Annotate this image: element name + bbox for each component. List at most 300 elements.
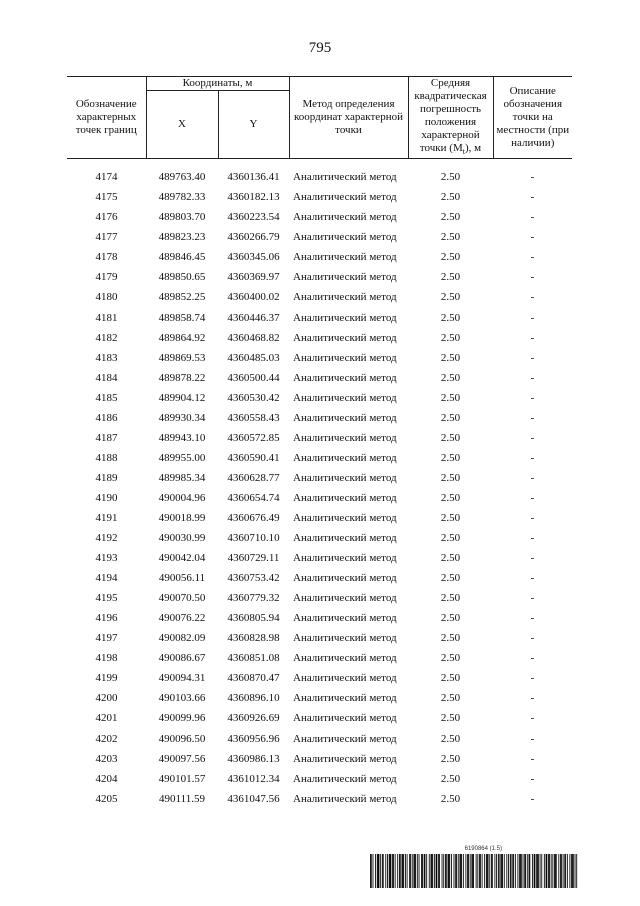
description-cell: - xyxy=(530,411,535,424)
method-cell: Аналитический метод xyxy=(293,672,397,685)
barcode-bar xyxy=(383,854,384,888)
x-coordinate-cell: 490103.66 xyxy=(158,692,206,705)
description-cell: - xyxy=(530,171,535,184)
barcode-bar xyxy=(425,854,426,888)
barcode-bar xyxy=(449,854,450,888)
description-cell: - xyxy=(530,732,535,745)
y-coordinate-cell: 4360851.08 xyxy=(227,652,280,665)
header-y: Y xyxy=(218,91,289,159)
x-coordinate-cell: 490101.57 xyxy=(158,772,206,785)
page-number: 795 xyxy=(308,40,332,56)
table-row xyxy=(67,287,572,307)
accuracy-cell: 2.50 xyxy=(440,552,461,565)
barcode-bar xyxy=(540,854,541,888)
description-cell: - xyxy=(530,471,535,484)
barcode-bar xyxy=(576,854,577,888)
method-cell: Аналитический метод xyxy=(293,251,397,264)
barcode-bar xyxy=(525,854,526,888)
point-id-cell: 4194 xyxy=(95,572,118,585)
table-row xyxy=(67,227,572,247)
header-point-designation: Обозначение характерных точек границ xyxy=(67,77,146,159)
y-coordinate-cell: 4360400.02 xyxy=(227,291,280,304)
barcode-bar xyxy=(498,854,499,888)
x-coordinate-cell: 490018.99 xyxy=(158,512,206,524)
barcode-bar xyxy=(426,854,427,888)
accuracy-cell: 2.50 xyxy=(440,491,461,504)
barcode xyxy=(370,846,578,892)
x-coordinate-cell: 489904.12 xyxy=(158,391,206,404)
table-body xyxy=(67,167,572,809)
barcode-bar xyxy=(424,854,425,888)
table-row xyxy=(67,729,572,749)
description-cell: - xyxy=(530,792,535,805)
accuracy-cell: 2.50 xyxy=(440,371,461,384)
point-id-cell: 4204 xyxy=(95,772,118,785)
barcode-bar xyxy=(403,854,404,888)
table-row xyxy=(67,328,572,348)
barcode-bar xyxy=(502,854,503,888)
barcode-bar xyxy=(548,854,549,888)
barcode-bar xyxy=(544,854,545,888)
barcode-bar xyxy=(508,854,509,888)
description-cell: - xyxy=(530,652,535,665)
barcode-bar xyxy=(573,854,574,888)
barcode-bar xyxy=(412,854,413,888)
x-coordinate-cell: 490004.96 xyxy=(158,491,206,504)
barcode-bar xyxy=(489,854,490,888)
barcode-bar xyxy=(534,854,535,888)
description-cell: - xyxy=(530,632,535,645)
barcode-bar xyxy=(575,854,576,888)
barcode-bar xyxy=(431,854,432,888)
description-cell: - xyxy=(530,331,535,344)
y-coordinate-cell: 4360710.10 xyxy=(227,532,280,545)
barcode-bar xyxy=(549,854,550,888)
barcode-caption: 6190864 (1.5) xyxy=(464,846,502,852)
barcode-bar xyxy=(529,854,530,888)
barcode-bar xyxy=(385,854,386,888)
barcode-bar xyxy=(442,854,443,888)
barcode-bar xyxy=(524,854,525,888)
table-row xyxy=(67,568,572,588)
method-cell: Аналитический метод xyxy=(293,732,397,745)
x-coordinate-cell: 489852.25 xyxy=(158,291,206,304)
y-coordinate-cell: 4360926.69 xyxy=(227,712,280,725)
barcode-bar xyxy=(532,854,533,888)
y-coordinate-cell: 4360986.13 xyxy=(227,752,280,765)
barcode-bar xyxy=(563,854,564,888)
table-row xyxy=(67,688,572,708)
header-accuracy xyxy=(408,77,493,159)
barcode-bar xyxy=(512,854,513,888)
accuracy-cell: 2.50 xyxy=(440,692,461,705)
header-accuracy-sub: t xyxy=(462,147,465,157)
barcode-bar xyxy=(511,854,512,888)
barcode-bar xyxy=(445,854,446,888)
description-cell: - xyxy=(530,291,535,304)
header-method: Метод определения координат характерной точки xyxy=(289,77,408,159)
accuracy-cell: 2.50 xyxy=(440,291,461,304)
method-cell: Аналитический метод xyxy=(293,291,397,304)
y-coordinate-cell: 4360896.10 xyxy=(227,692,280,705)
x-coordinate-cell: 489846.45 xyxy=(158,251,206,264)
accuracy-cell: 2.50 xyxy=(440,211,461,224)
y-coordinate-cell: 4360805.94 xyxy=(227,612,280,625)
barcode-bar xyxy=(415,854,416,888)
coordinates-table xyxy=(67,76,572,809)
barcode-bar xyxy=(567,854,568,888)
y-coordinate-cell: 4360956.96 xyxy=(227,732,280,745)
accuracy-cell: 2.50 xyxy=(440,652,461,665)
table-row xyxy=(67,769,572,789)
method-cell: Аналитический метод xyxy=(293,792,397,805)
barcode-bar xyxy=(370,854,371,888)
table-row xyxy=(67,428,572,448)
accuracy-cell: 2.50 xyxy=(440,411,461,424)
barcode-bar xyxy=(529,854,530,888)
barcode-bar xyxy=(461,854,462,888)
table-row xyxy=(67,608,572,628)
x-coordinate-cell: 489943.10 xyxy=(158,431,206,444)
point-id-cell: 4188 xyxy=(95,451,118,464)
header-accuracy-prefix: Средняя квадратическая погрешность положения характерной точки (M xyxy=(414,77,487,154)
accuracy-cell: 2.50 xyxy=(440,251,461,264)
barcode-bar xyxy=(558,854,559,888)
barcode-bar xyxy=(389,854,390,888)
y-coordinate-cell: 4360558.43 xyxy=(227,411,280,424)
accuracy-cell: 2.50 xyxy=(440,191,461,204)
y-coordinate-cell: 4360590.41 xyxy=(227,451,280,464)
barcode-bar xyxy=(390,854,391,888)
table-row xyxy=(67,628,572,648)
description-cell: - xyxy=(530,552,535,565)
y-coordinate-cell: 4360345.06 xyxy=(227,251,280,264)
point-id-cell: 4196 xyxy=(95,612,118,625)
y-coordinate-cell: 4360870.47 xyxy=(227,672,280,685)
barcode-bar xyxy=(520,854,521,888)
barcode-bar xyxy=(371,854,372,888)
point-id-cell: 4179 xyxy=(95,271,118,284)
x-coordinate-cell: 489763.40 xyxy=(158,171,206,184)
method-cell: Аналитический метод xyxy=(293,231,397,244)
accuracy-cell: 2.50 xyxy=(440,231,461,244)
accuracy-cell: 2.50 xyxy=(440,772,461,785)
description-cell: - xyxy=(530,692,535,705)
table-row xyxy=(67,588,572,608)
y-coordinate-cell: 4360628.77 xyxy=(227,471,280,484)
barcode-bar xyxy=(417,854,418,888)
barcode-bar xyxy=(506,854,507,888)
x-coordinate-cell: 489858.74 xyxy=(158,311,206,324)
header-coordinates-group: Координаты, м xyxy=(146,77,289,91)
barcode-bar xyxy=(486,854,487,888)
barcode-bar xyxy=(399,854,400,888)
method-cell: Аналитический метод xyxy=(293,171,397,184)
x-coordinate-cell: 490097.56 xyxy=(158,752,206,765)
point-id-cell: 4175 xyxy=(95,191,118,204)
accuracy-cell: 2.50 xyxy=(440,471,461,484)
x-coordinate-cell: 490076.22 xyxy=(158,612,206,625)
barcode-bar xyxy=(382,854,383,888)
barcode-bar xyxy=(387,854,388,888)
x-coordinate-cell: 490056.11 xyxy=(158,572,206,585)
x-coordinate-cell: 489782.33 xyxy=(158,191,206,204)
barcode-bar xyxy=(410,854,411,888)
table-row xyxy=(67,749,572,769)
accuracy-cell: 2.50 xyxy=(440,632,461,645)
table-row xyxy=(67,368,572,388)
point-id-cell: 4190 xyxy=(95,491,118,504)
y-coordinate-cell: 4360485.03 xyxy=(227,351,280,364)
method-cell: Аналитический метод xyxy=(293,552,397,565)
y-coordinate-cell: 4360369.97 xyxy=(227,271,280,284)
description-cell: - xyxy=(530,752,535,765)
point-id-cell: 4197 xyxy=(95,632,118,645)
point-id-cell: 4176 xyxy=(95,211,118,224)
x-coordinate-cell: 489823.23 xyxy=(158,231,206,244)
description-cell: - xyxy=(530,391,535,404)
barcode-bar xyxy=(455,854,456,888)
method-cell: Аналитический метод xyxy=(293,692,397,705)
barcode-bar xyxy=(565,854,566,888)
point-id-cell: 4185 xyxy=(95,391,118,404)
barcode-bar xyxy=(407,854,408,888)
method-cell: Аналитический метод xyxy=(293,331,397,344)
description-cell: - xyxy=(530,512,535,524)
barcode-bar xyxy=(527,854,528,888)
accuracy-cell: 2.50 xyxy=(440,532,461,545)
barcode-bar xyxy=(555,854,556,888)
barcode-bar xyxy=(395,854,396,888)
barcode-bar xyxy=(378,854,379,888)
y-coordinate-cell: 4360266.79 xyxy=(227,231,280,244)
point-id-cell: 4177 xyxy=(95,231,118,244)
barcode-bar xyxy=(492,854,493,888)
method-cell: Аналитический метод xyxy=(293,371,397,384)
accuracy-cell: 2.50 xyxy=(440,271,461,284)
header-description: Описание обозначения точки на местности (при наличии) xyxy=(493,77,572,159)
barcode-bar xyxy=(551,854,552,888)
barcode-bar xyxy=(471,854,472,888)
accuracy-cell: 2.50 xyxy=(440,732,461,745)
barcode-bar xyxy=(541,854,542,888)
method-cell: Аналитический метод xyxy=(293,592,397,605)
x-coordinate-cell: 489955.00 xyxy=(158,451,206,464)
method-cell: Аналитический метод xyxy=(293,712,397,725)
method-cell: Аналитический метод xyxy=(293,311,397,324)
table-row xyxy=(67,247,572,267)
description-cell: - xyxy=(530,572,535,585)
barcode-bar xyxy=(379,854,380,888)
x-coordinate-cell: 489850.65 xyxy=(158,271,206,284)
y-coordinate-cell: 4360654.74 xyxy=(227,491,280,504)
barcode-bar xyxy=(560,854,561,888)
barcode-bar xyxy=(419,854,420,888)
description-cell: - xyxy=(530,251,535,264)
barcode-bar xyxy=(468,854,469,888)
barcode-bar xyxy=(494,854,495,888)
barcode-bar xyxy=(487,854,488,888)
description-cell: - xyxy=(530,271,535,284)
method-cell: Аналитический метод xyxy=(293,512,397,524)
method-cell: Аналитический метод xyxy=(293,271,397,284)
description-cell: - xyxy=(530,351,535,364)
x-coordinate-cell: 489985.34 xyxy=(158,471,206,484)
point-id-cell: 4174 xyxy=(95,171,118,184)
y-coordinate-cell: 4360223.54 xyxy=(227,211,280,224)
method-cell: Аналитический метод xyxy=(293,351,397,364)
barcode-bar xyxy=(556,854,557,888)
barcode-bar xyxy=(546,854,547,888)
table-row xyxy=(67,548,572,568)
description-cell: - xyxy=(530,712,535,725)
x-coordinate-cell: 490086.67 xyxy=(158,652,206,665)
barcode-bar xyxy=(521,854,522,888)
description-cell: - xyxy=(530,532,535,545)
description-cell: - xyxy=(530,211,535,224)
point-id-cell: 4189 xyxy=(95,471,118,484)
barcode-bar xyxy=(456,854,457,888)
x-coordinate-cell: 489803.70 xyxy=(158,211,206,224)
accuracy-cell: 2.50 xyxy=(440,391,461,404)
barcode-bar xyxy=(499,854,500,888)
method-cell: Аналитический метод xyxy=(293,411,397,424)
x-coordinate-cell: 489930.34 xyxy=(158,411,206,424)
barcode-bar xyxy=(375,854,376,888)
barcode-bar xyxy=(458,854,459,888)
description-cell: - xyxy=(530,371,535,384)
description-cell: - xyxy=(530,672,535,685)
point-id-cell: 4205 xyxy=(95,792,118,805)
table-row xyxy=(67,488,572,508)
point-id-cell: 4182 xyxy=(95,331,118,344)
accuracy-cell: 2.50 xyxy=(440,351,461,364)
y-coordinate-cell: 4360779.32 xyxy=(227,592,280,605)
table-row xyxy=(67,468,572,488)
point-id-cell: 4183 xyxy=(95,351,118,364)
point-id-cell: 4201 xyxy=(95,712,118,725)
y-coordinate-cell: 4360572.85 xyxy=(227,431,280,444)
point-id-cell: 4198 xyxy=(95,652,118,665)
x-coordinate-cell: 489878.22 xyxy=(158,371,206,384)
barcode-bar xyxy=(536,854,537,888)
header-x: X xyxy=(146,91,218,159)
x-coordinate-cell: 490082.09 xyxy=(158,632,206,645)
table-row xyxy=(67,708,572,728)
barcode-bar xyxy=(504,854,505,888)
accuracy-cell: 2.50 xyxy=(440,311,461,324)
accuracy-cell: 2.50 xyxy=(440,592,461,605)
barcode-bar xyxy=(431,854,432,888)
barcode-bar xyxy=(436,854,437,888)
barcode-bar xyxy=(515,854,516,888)
barcode-bar xyxy=(392,854,393,888)
accuracy-cell: 2.50 xyxy=(440,572,461,585)
y-coordinate-cell: 4360676.49 xyxy=(227,512,280,524)
table-row xyxy=(67,528,572,548)
table-row xyxy=(67,508,572,528)
barcode-bar xyxy=(460,854,461,888)
accuracy-cell: 2.50 xyxy=(440,752,461,765)
barcode-bar xyxy=(488,854,489,888)
point-id-cell: 4203 xyxy=(95,752,118,765)
barcode-bar xyxy=(373,854,374,888)
y-coordinate-cell: 4360500.44 xyxy=(227,371,280,384)
barcode-bar xyxy=(523,854,524,888)
barcode-bar xyxy=(448,854,449,888)
method-cell: Аналитический метод xyxy=(293,632,397,645)
barcode-bar xyxy=(432,854,433,888)
method-cell: Аналитический метод xyxy=(293,191,397,204)
description-cell: - xyxy=(530,491,535,504)
barcode-bar xyxy=(500,854,501,888)
table-row xyxy=(67,789,572,809)
method-cell: Аналитический метод xyxy=(293,491,397,504)
barcode-bar xyxy=(414,854,415,888)
y-coordinate-cell: 4360530.42 xyxy=(227,391,280,404)
method-cell: Аналитический метод xyxy=(293,532,397,545)
accuracy-cell: 2.50 xyxy=(440,331,461,344)
barcode-bar xyxy=(390,854,391,888)
barcode-bar xyxy=(438,854,439,888)
barcode-bars xyxy=(370,854,578,888)
accuracy-cell: 2.50 xyxy=(440,451,461,464)
method-cell: Аналитический метод xyxy=(293,572,397,585)
barcode-bar xyxy=(552,854,553,888)
method-cell: Аналитический метод xyxy=(293,652,397,665)
table-row xyxy=(67,187,572,207)
accuracy-cell: 2.50 xyxy=(440,612,461,625)
barcode-bar xyxy=(402,854,403,888)
method-cell: Аналитический метод xyxy=(293,391,397,404)
x-coordinate-cell: 490070.50 xyxy=(158,592,206,605)
barcode-bar xyxy=(535,854,536,888)
barcode-bar xyxy=(463,854,464,888)
description-cell: - xyxy=(530,772,535,785)
point-id-cell: 4193 xyxy=(95,552,118,565)
description-cell: - xyxy=(530,191,535,204)
accuracy-cell: 2.50 xyxy=(440,431,461,444)
barcode-bar xyxy=(496,854,497,888)
barcode-bar xyxy=(380,854,381,888)
barcode-bar xyxy=(564,854,565,888)
barcode-bar xyxy=(413,854,414,888)
description-cell: - xyxy=(530,451,535,464)
table-row xyxy=(67,167,572,187)
x-coordinate-cell: 490030.99 xyxy=(158,532,206,545)
barcode-bar xyxy=(554,854,555,888)
barcode-bar xyxy=(537,854,538,888)
barcode-bar xyxy=(517,854,518,888)
table-row xyxy=(67,388,572,408)
accuracy-cell: 2.50 xyxy=(440,171,461,184)
y-coordinate-cell: 4360729.11 xyxy=(227,552,280,565)
barcode-bar xyxy=(402,854,403,888)
barcode-bar xyxy=(451,854,452,888)
method-cell: Аналитический метод xyxy=(293,451,397,464)
y-coordinate-cell: 4360468.82 xyxy=(227,331,280,344)
barcode-bar xyxy=(446,854,447,888)
table-row xyxy=(67,408,572,428)
barcode-bar xyxy=(439,854,440,888)
accuracy-cell: 2.50 xyxy=(440,672,461,685)
x-coordinate-cell: 490094.31 xyxy=(158,672,206,685)
x-coordinate-cell: 490099.96 xyxy=(158,712,206,725)
description-cell: - xyxy=(530,231,535,244)
barcode-bar xyxy=(538,854,539,888)
table-row xyxy=(67,448,572,468)
barcode-bar xyxy=(477,854,478,888)
